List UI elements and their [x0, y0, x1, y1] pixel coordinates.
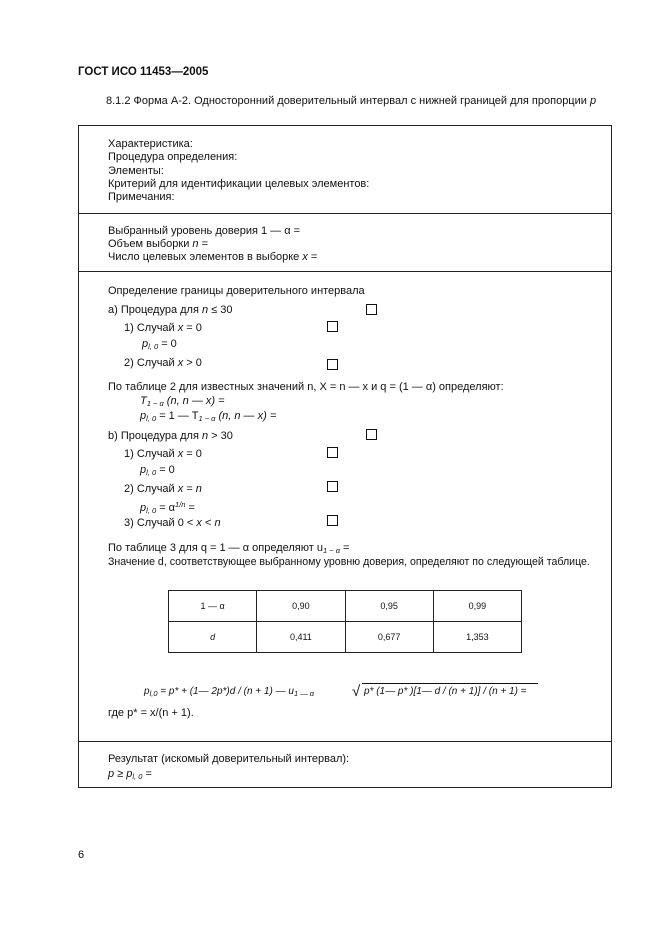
case-b3-text: 3) Случай 0 <	[124, 517, 197, 529]
table-cell: 0,90	[257, 591, 345, 622]
procedure-b-label	[108, 430, 233, 443]
case-b1-checkbox[interactable]	[327, 447, 338, 458]
case-b3-var2: n	[214, 517, 221, 529]
case-b2-result	[140, 498, 195, 517]
procedure-a-text: a) Процедура для	[108, 304, 202, 316]
table3-sub: 1 − α	[323, 546, 340, 555]
table-cell: 1 — α	[169, 591, 257, 622]
block3-title: Определение границы доверительного интервала	[108, 285, 365, 297]
case-b2-value: = α	[156, 502, 176, 514]
table-cell: 0,411	[257, 622, 345, 653]
block1-line-2: Процедура определения:	[108, 151, 238, 163]
table-row	[169, 622, 522, 653]
sample-size-var: n	[192, 238, 199, 250]
case-a2-checkbox[interactable]	[327, 359, 338, 370]
case-a2-text: 2) Случай	[124, 357, 178, 369]
case-a1-result	[142, 338, 177, 353]
case-b3-mid: <	[201, 517, 215, 529]
case-b3-var: x	[196, 517, 202, 529]
sqrt-symbol: √	[352, 683, 361, 700]
target-count-eq: =	[307, 251, 318, 263]
table-cell: 0,95	[345, 591, 433, 622]
sample-size-eq: =	[198, 238, 209, 250]
formula-main: = p* + (1— 2p*)d / (n + 1) — u	[157, 686, 294, 697]
table-row	[169, 591, 522, 622]
procedure-a-var: n	[201, 304, 209, 316]
table-cell: 1,353	[433, 622, 521, 653]
case-a1-checkbox[interactable]	[327, 321, 338, 332]
case-b1-label	[124, 448, 202, 461]
case-a1-text: 1) Случай	[124, 322, 178, 334]
case-b2-text: 2) Случай	[124, 483, 178, 495]
case-b1-var: x	[177, 448, 184, 460]
table-cell: d	[169, 622, 257, 653]
procedure-b-checkbox[interactable]	[366, 429, 377, 440]
block1-line-1: Характеристика:	[108, 138, 193, 150]
table3-eq: =	[340, 542, 350, 554]
section-subtitle	[106, 95, 596, 108]
table3-instruction	[108, 542, 349, 557]
case-a1-p: p	[142, 338, 149, 350]
formula-p: p	[144, 686, 150, 697]
sample-size-label: Объем выборки	[108, 238, 193, 250]
result-title: Результат (искомый доверительный интервал):	[108, 753, 350, 765]
case-b2-checkbox[interactable]	[327, 481, 338, 492]
d-values-table	[168, 590, 522, 653]
d-value-instruction: Значение d, соответствующее выбранному уровню доверия, определяют по следующей таблице.	[108, 556, 590, 568]
pl-value-line	[140, 410, 276, 425]
formula-root-text: p* (1— p* )[1— d / (n + 1)] / (n + 1)	[364, 686, 518, 697]
case-b1-result	[140, 464, 175, 479]
t-value-line	[140, 395, 225, 410]
t-symbol: T	[140, 395, 147, 407]
confidence-level-line: Выбранный уровень доверия 1 — α =	[108, 225, 301, 237]
case-a2-var: x	[177, 357, 184, 369]
formula-radicand	[364, 685, 527, 698]
target-count-label: Число целевых элементов в выборке	[108, 251, 303, 263]
case-a1-cond: = 0	[183, 322, 202, 334]
procedure-a-label	[108, 304, 232, 317]
separator-3	[78, 741, 612, 742]
case-a1-var: x	[177, 322, 184, 334]
case-b1-cond: = 0	[183, 448, 202, 460]
pl-sub: l, 0	[146, 414, 157, 423]
case-b1-p: p	[140, 464, 147, 476]
case-b3-label	[124, 517, 221, 530]
procedure-b-cond: > 30	[208, 430, 233, 442]
table-cell: 0,677	[345, 622, 433, 653]
result-eq: =	[142, 768, 152, 780]
lower-bound-formula	[144, 685, 314, 700]
case-b3-checkbox[interactable]	[327, 515, 338, 526]
case-b1-sub: l, 0	[146, 468, 157, 477]
case-b1-text: 1) Случай	[124, 448, 178, 460]
subtitle-text: 8.1.2 Форма А-2. Односторонний доверительный интервал с нижней границей для пропорции	[106, 95, 587, 107]
pl-args: (n, n — x) =	[215, 410, 277, 422]
procedure-a-checkbox[interactable]	[366, 304, 377, 315]
table-cell: 0,99	[433, 591, 521, 622]
case-b2-sup: 1/n	[175, 500, 186, 509]
separator-1	[78, 213, 612, 214]
procedure-b-text: b) Процедура для	[108, 430, 202, 442]
block1-line-3: Элементы:	[108, 165, 164, 177]
block1-line-4: Критерий для идентификации целевых элементов:	[108, 178, 370, 190]
page-number: 6	[78, 849, 85, 861]
result-line	[108, 768, 152, 783]
case-a2-cond: > 0	[183, 357, 202, 369]
case-a1-value: = 0	[158, 338, 177, 350]
target-count-var: x	[302, 251, 308, 263]
target-count-line	[108, 251, 317, 264]
block1-line-5: Примечания:	[108, 191, 175, 203]
formula-p-sub: l,0	[149, 689, 158, 698]
case-a1-label	[124, 322, 202, 335]
case-b2-eq: =	[185, 502, 195, 514]
t-args: (n, n — x) =	[163, 395, 225, 407]
subtitle-var: p	[589, 95, 597, 107]
pl-sub2: 1 − α	[198, 414, 216, 423]
separator-2	[78, 271, 612, 272]
formula-eq: =	[517, 686, 527, 697]
sqrt-overline	[362, 683, 538, 684]
case-b2-cond: x = n	[177, 483, 202, 495]
t-sub: 1 − α	[146, 399, 164, 408]
table2-instruction: По таблице 2 для известных значений n, X = n — x и q = (1 — α) определяют:	[108, 381, 504, 393]
formula-u-sub: 1 — α	[293, 689, 315, 698]
table3-text: По таблице 3 для q = 1 — α определяют u	[108, 542, 323, 554]
pl-mid: = 1 — T	[156, 410, 199, 422]
case-a1-sub: l, 0	[148, 342, 159, 351]
result-p: p ≥ p	[108, 768, 133, 780]
procedure-a-cond: ≤ 30	[208, 304, 233, 316]
pl-symbol: p	[140, 410, 147, 422]
document-header: ГОСТ ИСО 11453—2005	[78, 66, 209, 78]
procedure-b-var: n	[201, 430, 209, 442]
case-a2-label	[124, 357, 202, 370]
case-b2-label	[124, 483, 202, 496]
case-b2-p: p	[140, 502, 147, 514]
result-sub: l, 0	[132, 772, 143, 781]
where-line: где p* = x/(n + 1).	[108, 707, 194, 719]
case-b1-value: = 0	[156, 464, 175, 476]
case-b2-sub: l, 0	[146, 506, 157, 515]
sample-size-line	[108, 238, 208, 251]
